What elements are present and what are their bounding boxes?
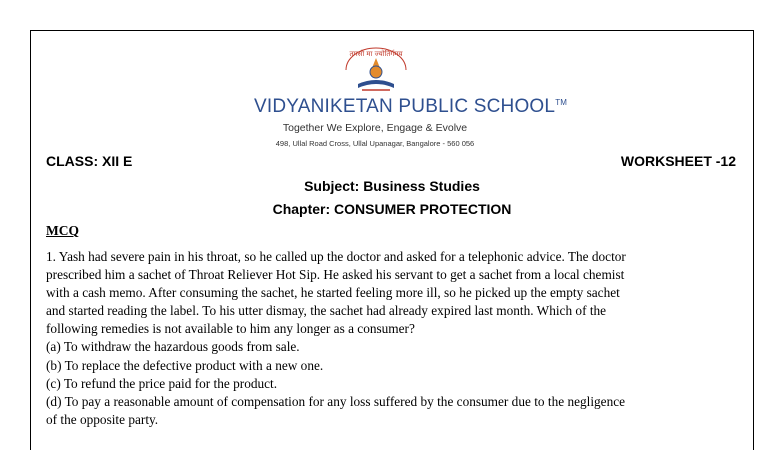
section-heading: MCQ (46, 223, 79, 238)
option-a: (a) To withdraw the hazardous goods from sale. (46, 339, 300, 355)
school-address: 498, Ullal Road Cross, Ullal Upanagar, Bangalore - 560 056 (275, 139, 475, 148)
question-line: 1. Yash had severe pain in his throat, so he called up the doctor and asked for a telephonic advice. The doctor (46, 249, 626, 264)
question-line: with a cash memo. After consuming the sachet, he started feeling more ill, so he picked up the empty sachet (46, 285, 620, 301)
school-emblem-icon (336, 44, 416, 94)
question-line: prescribed him a sachet of Throat Reliever Hot Sip. He asked his servant to get a sachet from a local chemist (46, 267, 625, 283)
school-letterhead (250, 44, 568, 156)
school-name: VIDYANIKETAN PUBLIC SCHOOL™ (254, 96, 568, 117)
chapter-title: Chapter: CONSUMER PROTECTION (272, 201, 512, 217)
question-line: and started reading the label. To his utter dismay, the sachet had already expired last month. Which of the (46, 303, 607, 319)
option-d: (d) To pay a reasonable amount of compensation for any loss suffered by the consumer due to the negligence (46, 393, 626, 409)
question-line: following remedies is not available to him any longer as a consumer? (46, 321, 415, 337)
school-tagline: Together We Explore, Engage & Evolve (282, 122, 468, 134)
motto-text: तमसो मा ज्योतिर्गमय (349, 50, 403, 58)
class-label: CLASS: XII E (46, 153, 133, 169)
option-c: (c) To refund the price paid for the product. (46, 375, 278, 391)
question-block (46, 248, 746, 429)
option-d-continued: of the opposite party. (46, 411, 159, 427)
worksheet-label: WORKSHEET -12 (620, 153, 736, 169)
option-b: (b) To replace the defective product with a new one. (46, 357, 324, 373)
subject-title: Subject: Business Studies (304, 178, 480, 194)
